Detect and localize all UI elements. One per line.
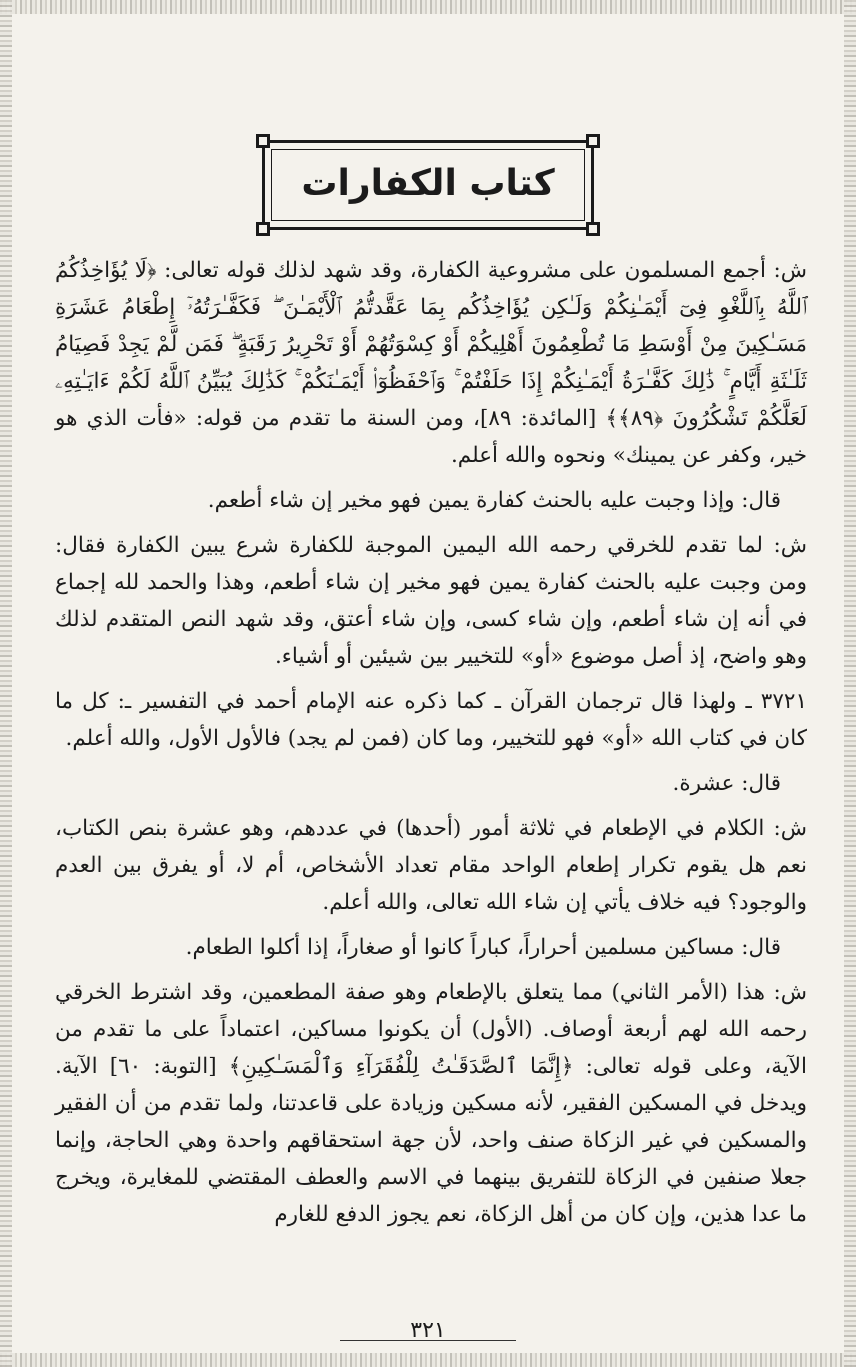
paragraph-matn: قال: وإذا وجبت عليه بالحنث كفارة يمين فهو مخير إن شاء أطعم.: [207, 488, 781, 513]
paragraph-commentary: ش: هذا (الأمر الثاني) مما يتعلق بالإطعام وهو صفة المطعمين، وقد اشترط الخرقي رحمه الله لهم أربعة أوصاف. (الأول) أن يكونوا مساكين، اعتماداً على ما تقدم من الآية، وعلى قوله تعالى: ﴿إِنَّمَا ٱلصَّدَقَـٰتُ لِلْفُقَرَآءِ وَٱلْمَسَـٰكِينِ﴾ [التوبة: ٦٠] الآية. ويدخل في المسكين الفقير، لأنه مسكين وزيادة على قاعدتنا، ولما تقدم من أن الفقير والمسكين في غير الزكاة صنف واحد، لأن جهة استحقاقهم واحدة وهي الحاجة، وإنما جعلا صنفين في الزكاة للتفريق بينهما في الاسم والعطف المقتضي للمغايرة، ويخرج ما عدا هذين، وإن كان من أهل الزكاة، نعم يجوز الدفع للغارم: [55, 980, 807, 1227]
chapter-title: كتاب الكفارات: [301, 163, 555, 204]
paragraph-matn: قال: عشرة.: [672, 771, 781, 796]
page-border-left: [0, 0, 12, 1367]
paragraph-commentary-intro: ش: أجمع المسلمون على مشروعية الكفارة، وقد شهد لذلك قوله تعالى: ﴿لَا يُؤَاخِذُكُمُ ٱللَّهُ بِٱللَّغْوِ فِىٓ أَيْمَـٰنِكُمْ وَلَـٰكِن يُؤَاخِذُكُم بِمَا عَقَّدتُّمُ ٱلْأَيْمَـٰنَ ۖ فَكَفَّـٰرَتُهُۥٓ إِطْعَامُ عَشَرَةِ مَسَـٰكِينَ مِنْ أَوْسَطِ مَا تُطْعِمُونَ أَهْلِيكُمْ أَوْ كِسْوَتُهُمْ أَوْ تَحْرِيرُ رَقَبَةٍ ۖ فَمَن لَّمْ يَجِدْ فَصِيَامُ ثَلَـٰثَةِ أَيَّامٍ ۚ ذَٰلِكَ كَفَّـٰرَةُ أَيْمَـٰنِكُمْ إِذَا حَلَفْتُمْ ۚ وَٱحْفَظُوٓا۟ أَيْمَـٰنَكُمْ ۚ كَذَٰلِكَ يُبَيِّنُ ٱللَّهُ لَكُمْ ءَايَـٰتِهِۦ لَعَلَّكُمْ تَشْكُرُونَ ﴿٨٩﴾﴾ [المائدة: ٨٩]، ومن السنة ما تقدم من قوله: «فأت الذي هو خير، وكفر عن يمينك» ونحوه والله أعلم.: [55, 258, 807, 468]
paragraph-commentary: ش: لما تقدم للخرقي رحمه الله اليمين الموجبة للكفارة شرع يبين الكفارة فقال: ومن وجبت عليه بالحنث كفارة يمين فهو مخير إن شاء أطعم، وهذا والحمد لله إجماع في أنه إن شاء أطعم، وإن شاء كسى، وإن شاء أعتق، وقد شهد النص المتقدم لذلك وهو واضح، إذ أصل موضوع «أو» للتخيير بين شيئين أو أشياء.: [55, 533, 807, 669]
paragraph-matn: قال: مساكين مسلمين أحراراً، كباراً كانوا أو صغاراً، إذا أكلوا الطعام.: [185, 935, 781, 960]
page-border-bottom: [0, 1353, 856, 1367]
page-body: [55, 252, 807, 1241]
page-border-right: [844, 0, 856, 1367]
paragraph-hadith-reference: ٣٧٢١ ـ ولهذا قال ترجمان القرآن ـ كما ذكره عنه الإمام أحمد في التفسير ـ: كل ما كان في كتاب الله «أو» فهو للتخيير، وما كان (فمن لم يجد) فالأول الأول، والله أعلم.: [55, 689, 807, 751]
frame-corner-ornament: [256, 222, 270, 236]
frame-corner-ornament: [586, 134, 600, 148]
chapter-title-frame: [262, 140, 594, 230]
page-number: ٣٢١: [410, 1318, 446, 1343]
page-border-top: [0, 0, 856, 14]
paragraph-commentary: ش: الكلام في الإطعام في ثلاثة أمور (أحدها) في عددهم، وهو عشرة بنص الكتاب، نعم هل يقوم تكرار إطعام الواحد مقام تعداد الأشخاص، أم لا، أو يفرق بين العدم والوجود؟ فيه خلاف يأتي إن شاء الله تعالى، والله أعلم.: [55, 816, 807, 915]
frame-corner-ornament: [256, 134, 270, 148]
frame-corner-ornament: [586, 222, 600, 236]
